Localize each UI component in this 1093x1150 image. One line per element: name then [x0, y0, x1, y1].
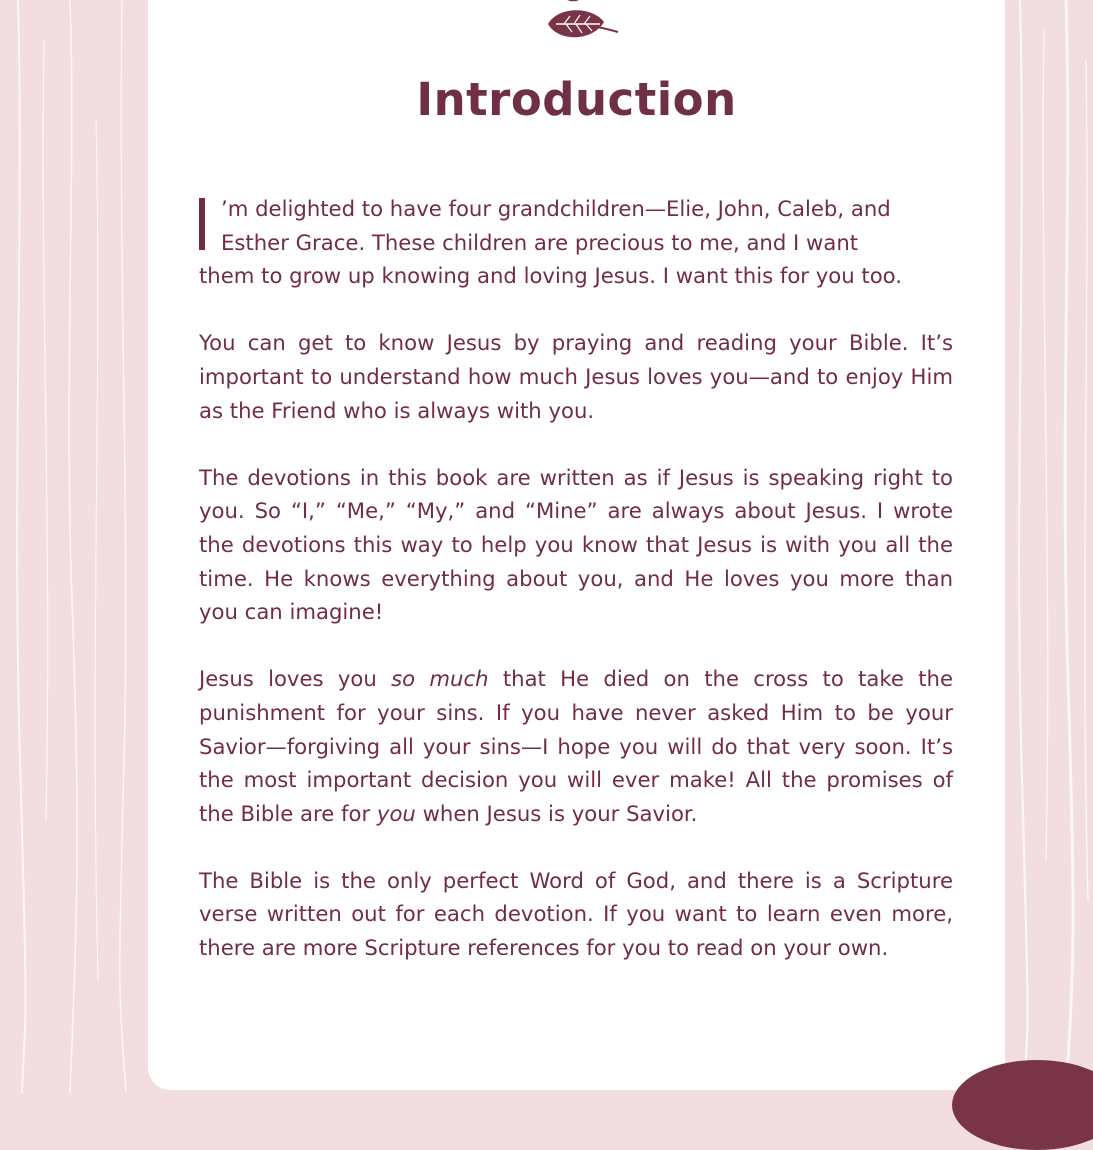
paragraph-4-part-3: when Jesus is your Savior.: [415, 800, 698, 826]
paragraph-1-line-1: ’m delighted to have four grandchildren—Elie, John, Caleb, and: [221, 196, 891, 221]
drop-cap: [199, 198, 205, 250]
paragraph-2: You can get to know Jesus by praying and reading your Bible. It’s important to understand how much Jesus loves you—and to enjoy Him as the Friend who is always with you.: [199, 330, 953, 423]
page-title: Introduction: [416, 73, 737, 126]
paragraph-4: [199, 662, 953, 830]
paragraph-4-emphasis-2: you: [376, 800, 416, 826]
paragraph-3: The devotions in this book are written as if Jesus is speaking right to you. So “I,” “Me,” “My,” and “Mine” are always about Jesus. I wrote the devotions this way to help you know that Jesus is with you all the time. He knows everything about you, and He loves you more than you can imagine!: [199, 464, 953, 625]
leaf-icon: [540, 0, 624, 46]
paragraph-1-tail: them to grow up knowing and loving Jesus. I want this for you too.: [199, 263, 903, 289]
paragraph-1-line-2: Esther Grace. These children are precious to me, and I want: [221, 229, 859, 255]
paragraph-1: [199, 192, 953, 293]
paragraph-4-part-2: that He died on the cross to take the punishment for your sins. If you have never asked Him to be your Savior—forgiving all your sins—I hope you will do that very soon. It’s the most important decision you will ever make! All the promises of the Bible are for: [199, 666, 953, 826]
paragraph-4-emphasis-1: so much: [391, 666, 489, 692]
paragraph-4-part-1: Jesus loves you: [199, 666, 392, 692]
paragraph-5: The Bible is the only perfect Word of God, and there is a Scripture verse written out for each devotion. If you want to learn even more, there are more Scripture references for you to read on your own.: [199, 867, 953, 961]
body-text: [199, 192, 953, 998]
